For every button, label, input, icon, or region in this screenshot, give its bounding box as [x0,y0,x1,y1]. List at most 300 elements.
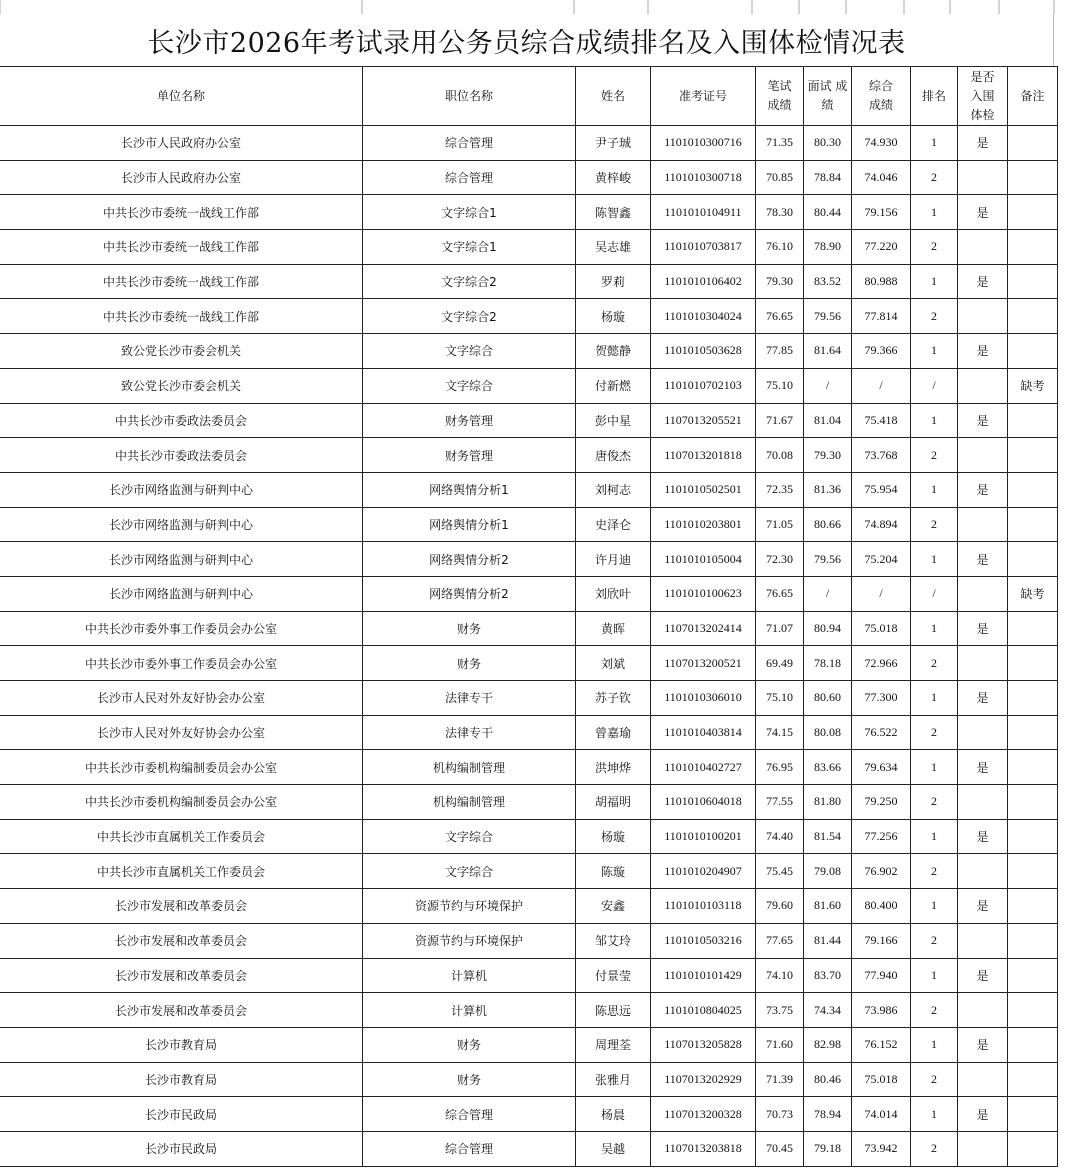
cell-ticket[interactable]: 1107013200328 [651,1097,756,1132]
header-remark[interactable]: 备注 [1008,67,1058,126]
cell-total[interactable]: 76.902 [852,854,911,889]
cell-rank[interactable]: 2 [911,854,958,889]
cell-physical[interactable] [958,1062,1008,1097]
header-position[interactable]: 职位名称 [363,67,576,126]
cell-ticket[interactable]: 1101010106402 [651,264,756,299]
cell-total[interactable]: 75.018 [852,1062,911,1097]
cell-rank[interactable]: 1 [911,819,958,854]
cell-position[interactable]: 综合管理 [363,126,576,161]
cell-interview[interactable]: 80.30 [804,126,852,161]
cell-written[interactable]: 79.60 [756,889,804,924]
cell-physical[interactable]: 是 [958,958,1008,993]
cell-ticket[interactable]: 1101010100201 [651,819,756,854]
cell-written[interactable]: 71.67 [756,403,804,438]
cell-physical[interactable]: 是 [958,334,1008,369]
cell-interview[interactable]: 79.56 [804,299,852,334]
cell-remark[interactable] [1008,507,1058,542]
cell-physical[interactable]: 是 [958,611,1008,646]
cell-unit[interactable]: 中共长沙市委外事工作委员会办公室 [0,646,363,681]
cell-ticket[interactable]: 1101010804025 [651,993,756,1028]
cell-interview[interactable]: 78.18 [804,646,852,681]
cell-remark[interactable] [1008,715,1058,750]
cell-rank[interactable]: 2 [911,923,958,958]
cell-interview[interactable]: 81.44 [804,923,852,958]
cell-interview[interactable]: 74.34 [804,993,852,1028]
cell-position[interactable]: 文字综合1 [363,230,576,265]
cell-interview[interactable]: 79.30 [804,438,852,473]
cell-rank[interactable]: 2 [911,785,958,820]
cell-unit[interactable]: 长沙市民政局 [0,1097,363,1132]
cell-written[interactable]: 71.07 [756,611,804,646]
cell-unit[interactable]: 中共长沙市委统一战线工作部 [0,264,363,299]
cell-physical[interactable] [958,507,1008,542]
cell-physical[interactable]: 是 [958,819,1008,854]
cell-ticket[interactable]: 1101010304024 [651,299,756,334]
cell-remark[interactable] [1008,819,1058,854]
cell-remark[interactable] [1008,993,1058,1028]
cell-physical[interactable] [958,576,1008,611]
cell-unit[interactable]: 致公党长沙市委会机关 [0,368,363,403]
cell-interview[interactable]: 79.18 [804,1131,852,1166]
cell-ticket[interactable]: 1107013201818 [651,438,756,473]
cell-ticket[interactable]: 1107013202929 [651,1062,756,1097]
cell-written[interactable]: 71.39 [756,1062,804,1097]
cell-written[interactable]: 74.40 [756,819,804,854]
cell-ticket[interactable]: 1101010402727 [651,750,756,785]
cell-written[interactable]: 74.10 [756,958,804,993]
cell-ticket[interactable]: 1107013200521 [651,646,756,681]
cell-physical[interactable] [958,715,1008,750]
cell-interview[interactable]: 81.80 [804,785,852,820]
cell-unit[interactable]: 长沙市网络监测与研判中心 [0,507,363,542]
cell-position[interactable]: 网络舆情分析2 [363,576,576,611]
cell-position[interactable]: 财务 [363,1062,576,1097]
cell-name[interactable]: 张雅月 [576,1062,651,1097]
cell-physical[interactable] [958,854,1008,889]
cell-unit[interactable]: 中共长沙市委统一战线工作部 [0,299,363,334]
cell-interview[interactable]: 81.64 [804,334,852,369]
cell-position[interactable]: 计算机 [363,993,576,1028]
cell-ticket[interactable]: 1107013203818 [651,1131,756,1166]
cell-position[interactable]: 财务 [363,1027,576,1062]
cell-written[interactable]: 70.45 [756,1131,804,1166]
cell-rank[interactable]: 1 [911,1097,958,1132]
cell-unit[interactable]: 中共长沙市委机构编制委员会办公室 [0,750,363,785]
cell-physical[interactable]: 是 [958,126,1008,161]
cell-physical[interactable]: 是 [958,403,1008,438]
cell-remark[interactable] [1008,611,1058,646]
cell-interview[interactable]: 80.44 [804,195,852,230]
cell-position[interactable]: 文字综合2 [363,264,576,299]
cell-remark[interactable] [1008,958,1058,993]
cell-remark[interactable]: 缺考 [1008,368,1058,403]
cell-physical[interactable]: 是 [958,1097,1008,1132]
cell-rank[interactable]: 1 [911,750,958,785]
cell-unit[interactable]: 长沙市发展和改革委员会 [0,923,363,958]
cell-unit[interactable]: 中共长沙市委政法委员会 [0,438,363,473]
cell-remark[interactable]: 缺考 [1008,576,1058,611]
cell-name[interactable]: 刘斌 [576,646,651,681]
cell-name[interactable]: 付新燃 [576,368,651,403]
cell-written[interactable]: 76.95 [756,750,804,785]
cell-rank[interactable]: / [911,368,958,403]
cell-total[interactable]: 74.930 [852,126,911,161]
cell-remark[interactable] [1008,1131,1058,1166]
cell-remark[interactable] [1008,299,1058,334]
cell-ticket[interactable]: 1101010306010 [651,681,756,716]
cell-ticket[interactable]: 1101010300716 [651,126,756,161]
cell-ticket[interactable]: 1101010702103 [651,368,756,403]
cell-interview[interactable]: 83.66 [804,750,852,785]
cell-total[interactable]: 80.400 [852,889,911,924]
cell-written[interactable]: 77.85 [756,334,804,369]
cell-remark[interactable] [1008,542,1058,577]
cell-total[interactable]: / [852,576,911,611]
cell-name[interactable]: 陈思远 [576,993,651,1028]
cell-interview[interactable]: 81.54 [804,819,852,854]
cell-interview[interactable]: 82.98 [804,1027,852,1062]
cell-name[interactable]: 洪坤烨 [576,750,651,785]
cell-remark[interactable] [1008,646,1058,681]
cell-name[interactable]: 曾嘉瑜 [576,715,651,750]
cell-written[interactable]: 76.65 [756,299,804,334]
cell-remark[interactable] [1008,126,1058,161]
cell-ticket[interactable]: 1101010703817 [651,230,756,265]
cell-rank[interactable]: 1 [911,472,958,507]
cell-unit[interactable]: 中共长沙市委外事工作委员会办公室 [0,611,363,646]
cell-position[interactable]: 法律专干 [363,681,576,716]
cell-interview[interactable]: 80.46 [804,1062,852,1097]
cell-position[interactable]: 机构编制管理 [363,785,576,820]
cell-interview[interactable]: 78.94 [804,1097,852,1132]
cell-name[interactable]: 陈智鑫 [576,195,651,230]
cell-total[interactable]: / [852,368,911,403]
cell-physical[interactable] [958,785,1008,820]
cell-interview[interactable]: 83.70 [804,958,852,993]
cell-name[interactable]: 胡福明 [576,785,651,820]
cell-unit[interactable]: 中共长沙市直属机关工作委员会 [0,819,363,854]
cell-written[interactable]: 75.10 [756,368,804,403]
cell-written[interactable]: 75.45 [756,854,804,889]
cell-name[interactable]: 吴越 [576,1131,651,1166]
cell-position[interactable]: 计算机 [363,958,576,993]
cell-unit[interactable]: 长沙市教育局 [0,1062,363,1097]
cell-rank[interactable]: 1 [911,195,958,230]
cell-remark[interactable] [1008,195,1058,230]
cell-name[interactable]: 黄晖 [576,611,651,646]
cell-total[interactable]: 77.256 [852,819,911,854]
cell-position[interactable]: 法律专干 [363,715,576,750]
header-rank[interactable]: 排名 [911,67,958,126]
cell-position[interactable]: 综合管理 [363,1097,576,1132]
cell-unit[interactable]: 中共长沙市委机构编制委员会办公室 [0,785,363,820]
cell-remark[interactable] [1008,681,1058,716]
cell-ticket[interactable]: 1101010604018 [651,785,756,820]
cell-name[interactable]: 安鑫 [576,889,651,924]
cell-written[interactable]: 76.65 [756,576,804,611]
cell-interview[interactable]: 80.94 [804,611,852,646]
cell-physical[interactable] [958,1131,1008,1166]
cell-interview[interactable]: 80.08 [804,715,852,750]
cell-ticket[interactable]: 1107013205521 [651,403,756,438]
cell-ticket[interactable]: 1101010104911 [651,195,756,230]
cell-total[interactable]: 77.300 [852,681,911,716]
cell-written[interactable]: 79.30 [756,264,804,299]
cell-interview[interactable]: 83.52 [804,264,852,299]
cell-position[interactable]: 财务 [363,611,576,646]
cell-written[interactable]: 77.65 [756,923,804,958]
cell-name[interactable]: 史泽仑 [576,507,651,542]
cell-rank[interactable]: 2 [911,715,958,750]
cell-total[interactable]: 74.046 [852,160,911,195]
cell-physical[interactable]: 是 [958,681,1008,716]
cell-remark[interactable] [1008,923,1058,958]
cell-written[interactable]: 70.73 [756,1097,804,1132]
cell-position[interactable]: 综合管理 [363,1131,576,1166]
cell-rank[interactable]: 1 [911,264,958,299]
cell-unit[interactable]: 长沙市人民对外友好协会办公室 [0,681,363,716]
cell-physical[interactable] [958,368,1008,403]
cell-remark[interactable] [1008,889,1058,924]
cell-total[interactable]: 77.940 [852,958,911,993]
cell-written[interactable]: 69.49 [756,646,804,681]
cell-written[interactable]: 70.08 [756,438,804,473]
cell-ticket[interactable]: 1101010100623 [651,576,756,611]
cell-remark[interactable] [1008,230,1058,265]
cell-ticket[interactable]: 1101010503628 [651,334,756,369]
cell-written[interactable]: 71.35 [756,126,804,161]
cell-interview[interactable]: 78.90 [804,230,852,265]
cell-rank[interactable]: 2 [911,1062,958,1097]
cell-physical[interactable]: 是 [958,264,1008,299]
cell-position[interactable]: 资源节约与环境保护 [363,923,576,958]
cell-unit[interactable]: 长沙市网络监测与研判中心 [0,576,363,611]
cell-rank[interactable]: 2 [911,160,958,195]
cell-position[interactable]: 财务管理 [363,438,576,473]
header-ticket[interactable]: 准考证号 [651,67,756,126]
header-written[interactable]: 笔试 成绩 [756,67,804,126]
cell-total[interactable]: 77.814 [852,299,911,334]
cell-total[interactable]: 73.942 [852,1131,911,1166]
cell-position[interactable]: 资源节约与环境保护 [363,889,576,924]
cell-total[interactable]: 74.014 [852,1097,911,1132]
cell-unit[interactable]: 中共长沙市委统一战线工作部 [0,195,363,230]
cell-ticket[interactable]: 1101010203801 [651,507,756,542]
cell-remark[interactable] [1008,1027,1058,1062]
cell-physical[interactable]: 是 [958,750,1008,785]
cell-name[interactable]: 许月迪 [576,542,651,577]
cell-unit[interactable]: 长沙市民政局 [0,1131,363,1166]
cell-name[interactable]: 陈璇 [576,854,651,889]
cell-total[interactable]: 76.152 [852,1027,911,1062]
cell-name[interactable]: 苏子钦 [576,681,651,716]
cell-rank[interactable]: 1 [911,542,958,577]
cell-written[interactable]: 74.15 [756,715,804,750]
cell-total[interactable]: 79.366 [852,334,911,369]
cell-total[interactable]: 77.220 [852,230,911,265]
cell-interview[interactable]: 79.08 [804,854,852,889]
cell-ticket[interactable]: 1107013202414 [651,611,756,646]
cell-position[interactable]: 文字综合 [363,368,576,403]
cell-physical[interactable] [958,923,1008,958]
cell-ticket[interactable]: 1101010403814 [651,715,756,750]
cell-ticket[interactable]: 1101010103118 [651,889,756,924]
cell-written[interactable]: 77.55 [756,785,804,820]
cell-name[interactable]: 彭中星 [576,403,651,438]
cell-unit[interactable]: 长沙市人民政府办公室 [0,160,363,195]
cell-physical[interactable] [958,646,1008,681]
cell-rank[interactable]: 2 [911,299,958,334]
cell-interview[interactable]: / [804,576,852,611]
cell-interview[interactable]: 81.36 [804,472,852,507]
header-interview[interactable]: 面试 成 绩 [804,67,852,126]
cell-remark[interactable] [1008,750,1058,785]
cell-name[interactable]: 周理荃 [576,1027,651,1062]
cell-name[interactable]: 刘欣叶 [576,576,651,611]
cell-remark[interactable] [1008,785,1058,820]
cell-written[interactable]: 71.60 [756,1027,804,1062]
cell-rank[interactable]: 2 [911,646,958,681]
cell-rank[interactable]: 2 [911,507,958,542]
cell-position[interactable]: 网络舆情分析1 [363,507,576,542]
cell-rank[interactable]: 1 [911,681,958,716]
cell-rank[interactable]: 2 [911,230,958,265]
cell-ticket[interactable]: 1101010300718 [651,160,756,195]
cell-unit[interactable]: 长沙市发展和改革委员会 [0,993,363,1028]
cell-total[interactable]: 75.954 [852,472,911,507]
cell-position[interactable]: 文字综合1 [363,195,576,230]
cell-ticket[interactable]: 1107013205828 [651,1027,756,1062]
cell-name[interactable]: 贺懿静 [576,334,651,369]
cell-remark[interactable] [1008,472,1058,507]
cell-physical[interactable] [958,438,1008,473]
cell-rank[interactable]: 1 [911,126,958,161]
cell-remark[interactable] [1008,403,1058,438]
cell-physical[interactable]: 是 [958,542,1008,577]
cell-unit[interactable]: 长沙市发展和改革委员会 [0,889,363,924]
cell-unit[interactable]: 中共长沙市委政法委员会 [0,403,363,438]
cell-ticket[interactable]: 1101010101429 [651,958,756,993]
cell-remark[interactable] [1008,438,1058,473]
cell-total[interactable]: 79.166 [852,923,911,958]
cell-name[interactable]: 杨璇 [576,819,651,854]
header-name[interactable]: 姓名 [576,67,651,126]
cell-name[interactable]: 刘柯志 [576,472,651,507]
cell-position[interactable]: 文字综合 [363,819,576,854]
header-physical[interactable]: 是否 入围 体检 [958,67,1008,126]
cell-rank[interactable]: / [911,576,958,611]
cell-ticket[interactable]: 1101010105004 [651,542,756,577]
cell-rank[interactable]: 1 [911,889,958,924]
cell-name[interactable]: 付景莹 [576,958,651,993]
cell-name[interactable]: 杨璇 [576,299,651,334]
cell-physical[interactable]: 是 [958,472,1008,507]
cell-written[interactable]: 70.85 [756,160,804,195]
cell-interview[interactable]: 78.84 [804,160,852,195]
cell-total[interactable]: 75.018 [852,611,911,646]
cell-physical[interactable]: 是 [958,195,1008,230]
cell-written[interactable]: 78.30 [756,195,804,230]
cell-position[interactable]: 网络舆情分析1 [363,472,576,507]
cell-unit[interactable]: 长沙市人民政府办公室 [0,126,363,161]
cell-name[interactable]: 尹子珹 [576,126,651,161]
cell-name[interactable]: 唐俊杰 [576,438,651,473]
cell-position[interactable]: 财务管理 [363,403,576,438]
cell-unit[interactable]: 长沙市人民对外友好协会办公室 [0,715,363,750]
cell-position[interactable]: 文字综合 [363,854,576,889]
cell-physical[interactable]: 是 [958,889,1008,924]
cell-physical[interactable] [958,993,1008,1028]
cell-ticket[interactable]: 1101010503216 [651,923,756,958]
cell-written[interactable]: 76.10 [756,230,804,265]
cell-position[interactable]: 文字综合2 [363,299,576,334]
cell-name[interactable]: 邹艾玲 [576,923,651,958]
cell-position[interactable]: 财务 [363,646,576,681]
header-unit[interactable]: 单位名称 [0,67,363,126]
cell-position[interactable]: 机构编制管理 [363,750,576,785]
cell-total[interactable]: 80.988 [852,264,911,299]
cell-total[interactable]: 74.894 [852,507,911,542]
cell-written[interactable]: 71.05 [756,507,804,542]
cell-rank[interactable]: 1 [911,1027,958,1062]
cell-written[interactable]: 75.10 [756,681,804,716]
cell-rank[interactable]: 1 [911,403,958,438]
cell-position[interactable]: 综合管理 [363,160,576,195]
cell-remark[interactable] [1008,160,1058,195]
cell-total[interactable]: 75.204 [852,542,911,577]
cell-physical[interactable] [958,160,1008,195]
cell-unit[interactable]: 长沙市发展和改革委员会 [0,958,363,993]
cell-remark[interactable] [1008,1097,1058,1132]
cell-total[interactable]: 79.250 [852,785,911,820]
cell-name[interactable]: 吴志雄 [576,230,651,265]
cell-unit[interactable]: 长沙市教育局 [0,1027,363,1062]
cell-total[interactable]: 79.156 [852,195,911,230]
cell-interview[interactable]: 81.04 [804,403,852,438]
cell-interview[interactable]: 80.60 [804,681,852,716]
cell-written[interactable]: 73.75 [756,993,804,1028]
cell-physical[interactable] [958,299,1008,334]
cell-rank[interactable]: 2 [911,438,958,473]
cell-position[interactable]: 网络舆情分析2 [363,542,576,577]
cell-total[interactable]: 76.522 [852,715,911,750]
cell-remark[interactable] [1008,334,1058,369]
cell-interview[interactable]: 80.66 [804,507,852,542]
cell-unit[interactable]: 长沙市网络监测与研判中心 [0,472,363,507]
cell-physical[interactable] [958,230,1008,265]
cell-interview[interactable]: 81.60 [804,889,852,924]
cell-physical[interactable]: 是 [958,1027,1008,1062]
cell-written[interactable]: 72.30 [756,542,804,577]
cell-ticket[interactable]: 1101010502501 [651,472,756,507]
cell-remark[interactable] [1008,264,1058,299]
cell-name[interactable]: 杨晨 [576,1097,651,1132]
cell-total[interactable]: 75.418 [852,403,911,438]
cell-total[interactable]: 73.768 [852,438,911,473]
cell-rank[interactable]: 2 [911,1131,958,1166]
cell-name[interactable]: 黄梓峻 [576,160,651,195]
cell-total[interactable]: 73.986 [852,993,911,1028]
cell-unit[interactable]: 致公党长沙市委会机关 [0,334,363,369]
cell-written[interactable]: 72.35 [756,472,804,507]
cell-unit[interactable]: 中共长沙市委统一战线工作部 [0,230,363,265]
cell-name[interactable]: 罗莉 [576,264,651,299]
header-total[interactable]: 综合 成绩 [852,67,911,126]
cell-rank[interactable]: 1 [911,958,958,993]
cell-unit[interactable]: 中共长沙市直属机关工作委员会 [0,854,363,889]
cell-remark[interactable] [1008,1062,1058,1097]
cell-interview[interactable]: 79.56 [804,542,852,577]
